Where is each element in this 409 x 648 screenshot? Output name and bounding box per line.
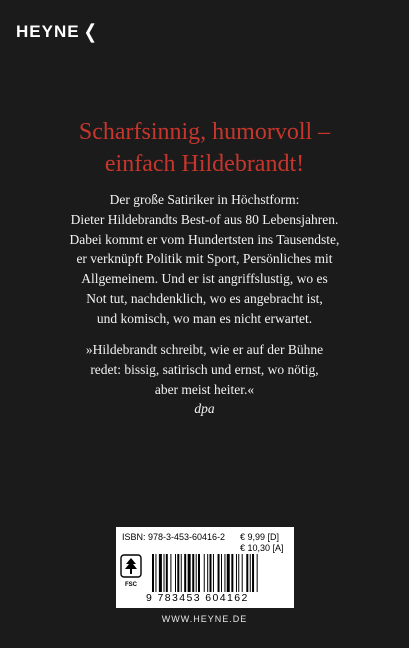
blurb-line: Not tut, nachdenklich, wo es angebracht ist, — [86, 290, 323, 306]
blurb-line: und komisch, wo man es nicht erwartet. — [96, 310, 313, 326]
quote-line: redet: bissig, satirisch und ernst, wo nötig, — [90, 361, 319, 377]
blurb-line: Der große Satiriker in Höchstform: — [109, 192, 300, 207]
blurb-line: er verknüpft Politik mit Sport, Persönliches mit — [76, 251, 333, 267]
blurb — [30, 190, 379, 329]
blurb-line: Dabei kommt er vom Hundertsten ins Tausendste, — [69, 231, 340, 247]
price-de: € 9,99 [D] — [240, 532, 280, 542]
price-at: € 10,30 [A] — [240, 543, 284, 553]
press-quote — [30, 340, 379, 419]
fsc-tree-icon — [120, 554, 142, 578]
publisher-website: WWW.HEYNE.DE — [161, 614, 248, 624]
publisher-logo — [16, 22, 98, 42]
barcode-box — [116, 527, 294, 608]
publisher-name: HEYNE — [16, 22, 80, 41]
blurb-line: Dieter Hildebrandts Best-of aus 80 Lebensjahren. — [70, 211, 339, 227]
fsc-logo — [120, 554, 142, 588]
headline — [0, 116, 409, 180]
barcode-bars — [152, 554, 286, 592]
headline-line: Scharfsinnig, humorvoll – — [78, 119, 331, 145]
blurb-line: Allgemeinem. Und er ist angriffslustig, wo es — [81, 271, 328, 287]
isbn: ISBN: 978-3-453-60416-2 — [122, 532, 226, 542]
headline-line: einfach Hildebrandt! — [104, 151, 305, 177]
quote-line: aber meist heiter.« — [154, 381, 255, 397]
quote-line: »Hildebrandt schreibt, wie er auf der Bühne — [85, 342, 324, 357]
barcode-digits: 9 783453 604162 — [146, 592, 249, 604]
fsc-label: FSC — [125, 582, 137, 588]
chevron-left-icon: ❮ — [83, 22, 98, 43]
quote-source: dpa — [194, 401, 215, 417]
